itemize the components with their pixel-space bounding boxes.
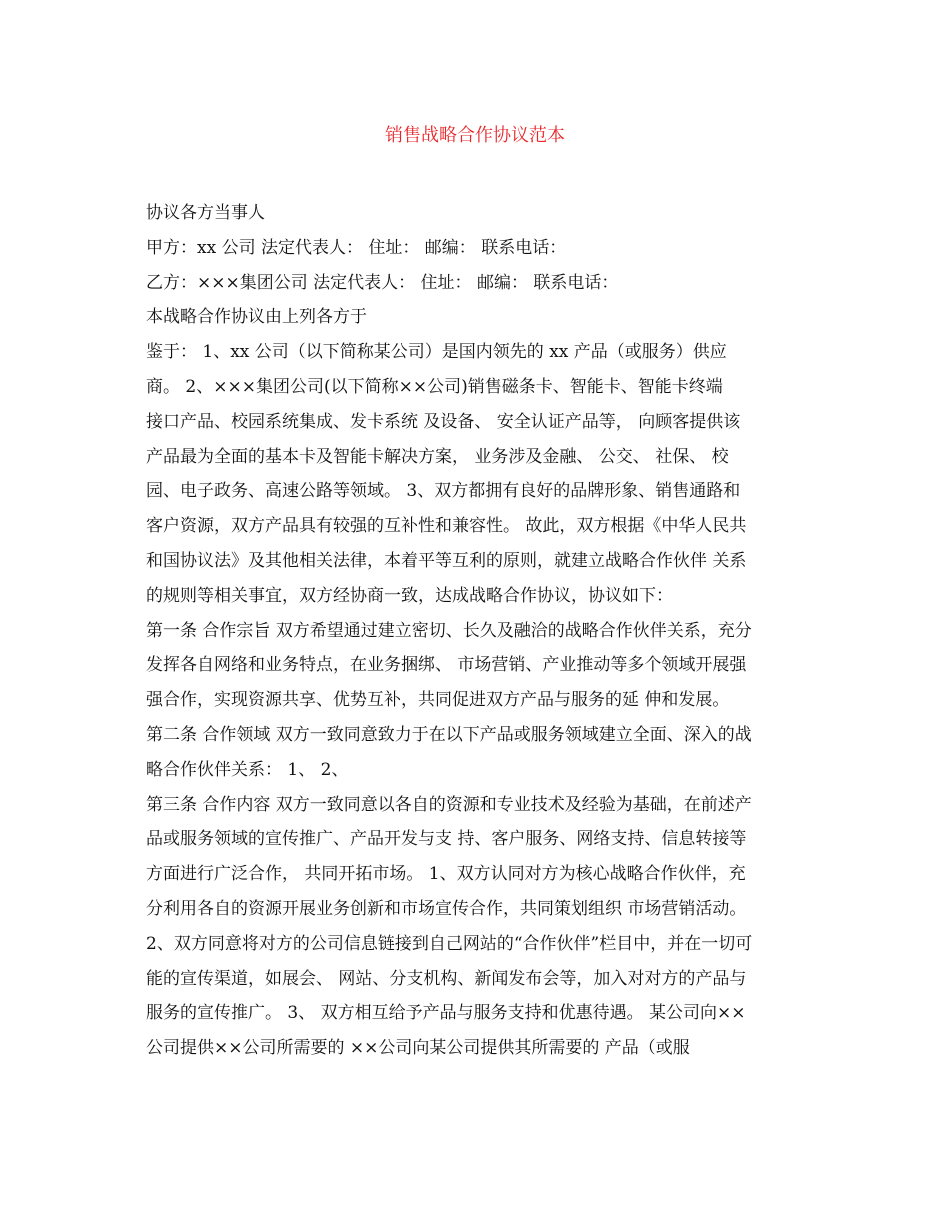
paragraph-line: 和国协议法》及其他相关法律，本着平等互利的原则，就建立战略合作伙伴 关系 — [146, 550, 747, 571]
paragraph-line: 服务的宣传推广。 3、 双方相互给予产品与服务支持和优惠待遇。 某公司向×× — [146, 1003, 746, 1024]
paragraph-line: 园、电子政务、高速公路等领域。 3、双方都拥有良好的品牌形象、销售通路和 — [146, 481, 741, 502]
paragraph-line: 略合作伙伴关系： 1、 2、 — [146, 759, 349, 780]
paragraph-line: 第一条 合作宗旨 双方希望通过建立密切、长久及融洽的战略合作伙伴关系，充分 — [146, 620, 752, 641]
paragraph-line: 第三条 合作内容 双方一致同意以各自的资源和专业技术及经验为基础，在前述产 — [146, 794, 752, 815]
paragraph-line: 产品最为全面的基本卡及智能卡解决方案， 业务涉及金融、 公交、 社保、 校 — [146, 446, 729, 467]
paragraph-line: 公司提供××公司所需要的 ××公司向某公司提供其所需要的 产品（或服 — [146, 1038, 690, 1059]
paragraph-line: 的规则等相关事宜，双方经协商一致，达成战略合作协议，协议如下： — [146, 585, 673, 606]
paragraph-line: 乙方：×××集团公司 法定代表人： 住址： 邮编： 联系电话： — [146, 272, 619, 293]
paragraph-line: 分利用各自的资源开展业务创新和市场宣传合作，共同策划组织 市场营销活动。 — [146, 898, 747, 919]
paragraph-line: 能的宣传渠道，如展会、 网站、分支机构、新闻发布会等，加入对对方的产品与 — [146, 968, 747, 989]
paragraph-line: 强合作，实现资源共享、优势互补，共同促进双方产品与服务的延 伸和发展。 — [146, 690, 730, 711]
paragraph-line: 商。 2、×××集团公司(以下简称××公司)销售磁条卡、智能卡、智能卡终端 — [146, 376, 723, 397]
paragraph-line: 2、双方同意将对方的公司信息链接到自己网站的“合作伙伴”栏目中，并在一切可 — [146, 933, 753, 954]
document-title: 销售战略合作协议范本 — [385, 125, 565, 146]
paragraph-line: 方面进行广泛合作， 共同开拓市场。 1、双方认同对方为核心战略合作伙伴，充 — [146, 864, 746, 885]
paragraph-line: 协议各方当事人 — [146, 203, 265, 223]
document-body — [146, 196, 826, 1066]
paragraph-line: 发挥各自网络和业务特点，在业务捆绑、 市场营销、产业推动等多个领域开展强 — [146, 655, 747, 676]
paragraph-line: 本战略合作协议由上列各方于 — [146, 307, 367, 328]
paragraph-line: 接口产品、校园系统集成、发卡系统 及设备、 安全认证产品等， 向顾客提供该 — [146, 411, 741, 432]
paragraph-line: 第二条 合作领域 双方一致同意致力于在以下产品或服务领域建立全面、深入的战 — [146, 724, 752, 745]
paragraph-line: 甲方：xx 公司 法定代表人： 住址： 邮编： 联系电话： — [146, 237, 567, 258]
paragraph-line: 客户资源，双方产品具有较强的互补性和兼容性。 故此，双方根据《中华人民共 — [146, 516, 747, 537]
paragraph-line: 品或服务领域的宣传推广、产品开发与支 持、客户服务、网络支持、信息转接等 — [146, 829, 747, 850]
paragraph-line: 鉴于： 1、xx 公司（以下简称某公司）是国内领先的 xx 产品（或服务）供应 — [146, 342, 727, 363]
